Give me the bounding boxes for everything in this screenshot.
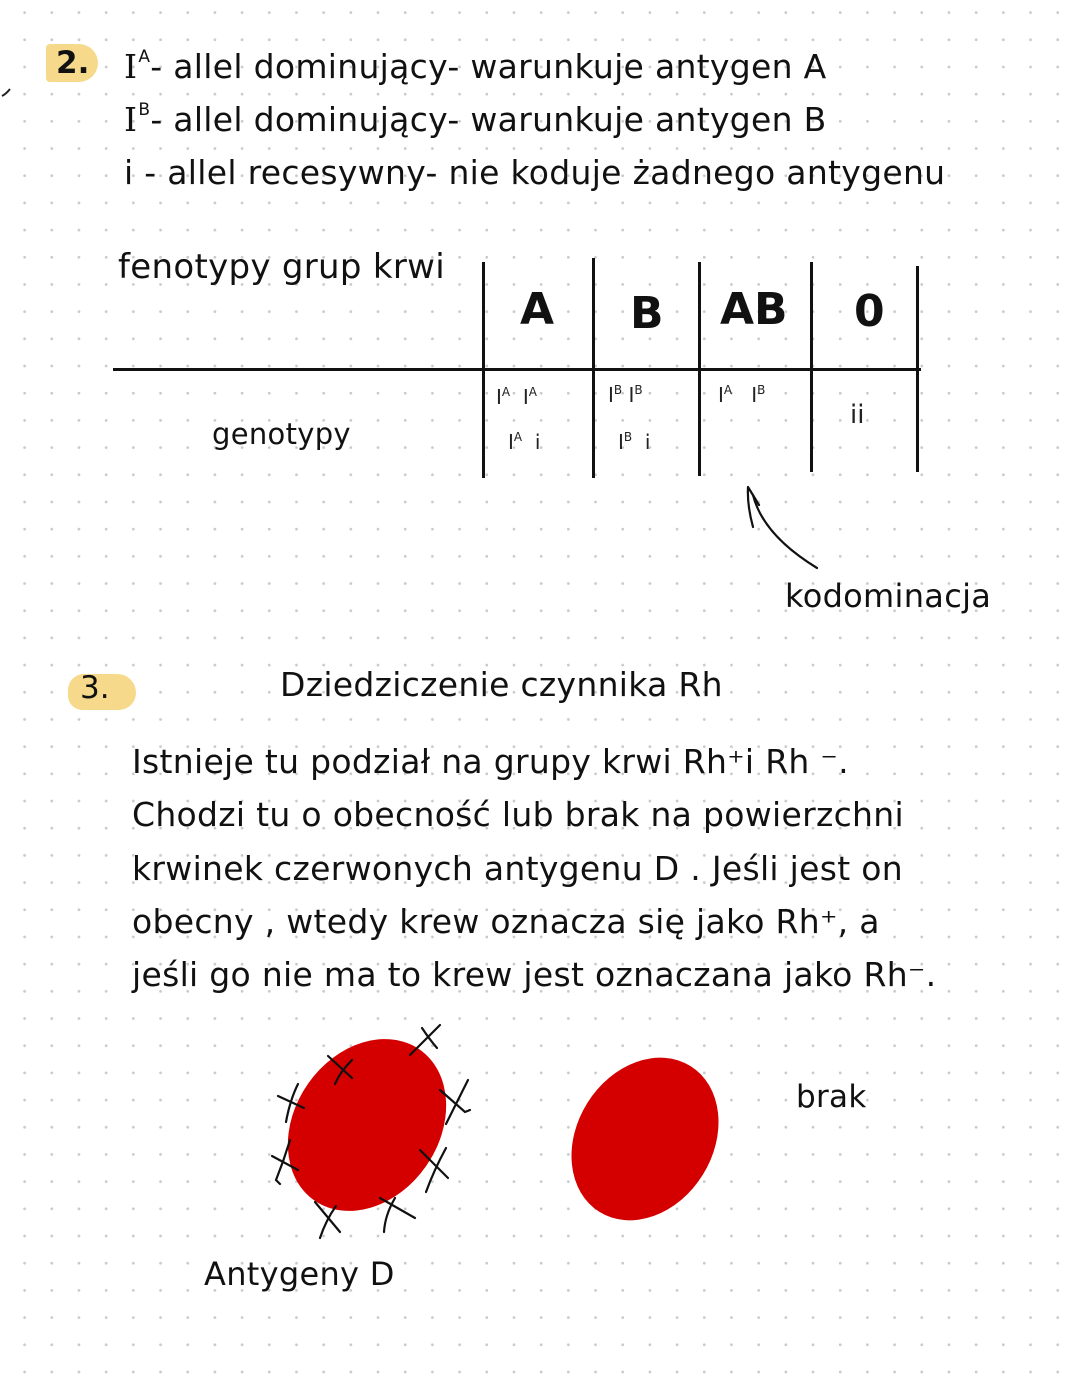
section-2-number: 2. bbox=[56, 45, 90, 81]
arrow-icon bbox=[735, 475, 835, 575]
allel-symbol: I bbox=[124, 47, 138, 86]
codominance-label: kodominacja bbox=[785, 577, 992, 615]
genotype-sup: A bbox=[528, 385, 537, 399]
genotype-sup: B bbox=[634, 383, 643, 397]
paragraph-line-2: Chodzi tu o obecność lub brak na powierzchni bbox=[132, 795, 904, 834]
phenotype-B: B bbox=[630, 288, 664, 339]
genotype-allele: I bbox=[751, 383, 758, 407]
no-antigen-label: brak bbox=[796, 1079, 867, 1115]
genotype-sup: A bbox=[723, 383, 733, 397]
genotype-allele: I bbox=[508, 430, 514, 454]
phenotype-row-header: fenotypy grup krwi bbox=[118, 247, 446, 287]
allel-symbol: I bbox=[124, 100, 138, 139]
red-blood-cell-with-antigens bbox=[260, 1020, 480, 1260]
allel-line-2 bbox=[124, 100, 827, 139]
phenotype-0: 0 bbox=[854, 286, 885, 337]
genotype-IBi bbox=[618, 430, 650, 454]
allel-description: - allel dominujący- warunkuje antygen B bbox=[150, 100, 827, 139]
genotype-allele: i bbox=[534, 430, 541, 454]
paragraph-line-1: Istnieje tu podział na grupy krwi Rh⁺i Rh ⁻. bbox=[132, 742, 849, 781]
genotype-sup: B bbox=[613, 383, 623, 397]
genotype-IAi bbox=[508, 430, 540, 454]
genotype-allele: I bbox=[496, 385, 502, 409]
genotype-IBIB bbox=[608, 383, 643, 407]
allel-symbol: i bbox=[124, 153, 134, 192]
allel-description: - allel dominujący- warunkuje antygen A bbox=[150, 47, 827, 86]
red-blood-cell-without-antigens bbox=[565, 1055, 735, 1235]
genotype-row-header: genotypy bbox=[212, 417, 351, 451]
table-divider-2 bbox=[592, 258, 595, 478]
table-divider-3 bbox=[698, 262, 701, 476]
genotype-IAIA bbox=[496, 385, 537, 409]
table-divider-4 bbox=[810, 262, 813, 472]
genotype-sup: A bbox=[513, 430, 523, 444]
allel-superscript: A bbox=[138, 47, 151, 67]
genotype-sup: B bbox=[623, 430, 633, 444]
genotype-allele: I bbox=[608, 383, 614, 407]
paragraph-line-5: jeśli go nie ma to krew jest oznaczana jako Rh⁻. bbox=[132, 955, 937, 994]
genotype-allele: i bbox=[850, 400, 858, 430]
table-divider-5 bbox=[916, 266, 919, 472]
genotype-allele: I bbox=[522, 385, 529, 409]
genotype-allele: I bbox=[718, 383, 724, 407]
paragraph-line-4: obecny , wtedy krew oznacza się jako Rh⁺, a bbox=[132, 902, 880, 941]
table-horizontal-rule bbox=[113, 368, 921, 371]
genotype-allele: I bbox=[628, 383, 635, 407]
antigen-d-label: Antygeny D bbox=[204, 1255, 395, 1293]
genotype-IAIB bbox=[718, 383, 765, 407]
genotype-sup: A bbox=[501, 385, 511, 399]
section-3-title: Dziedziczenie czynnika Rh bbox=[280, 665, 723, 704]
allel-line-1 bbox=[124, 47, 827, 86]
allel-superscript: B bbox=[138, 100, 151, 120]
genotype-allele: i bbox=[644, 430, 651, 454]
genotype-sup: B bbox=[757, 383, 766, 397]
genotype-allele: i bbox=[857, 400, 865, 430]
phenotype-A: A bbox=[520, 284, 555, 335]
table-divider-1 bbox=[482, 262, 485, 478]
section-3-number: 3. bbox=[80, 670, 110, 706]
stray-pen-mark bbox=[0, 84, 20, 104]
phenotype-AB: AB bbox=[720, 284, 788, 335]
paragraph-line-3: krwinek czerwonych antygenu D . Jeśli jest on bbox=[132, 849, 903, 888]
genotype-ii bbox=[850, 400, 864, 430]
allel-description: - allel recesywny- nie koduje żadnego antygenu bbox=[133, 153, 946, 192]
allel-line-3 bbox=[124, 153, 946, 192]
genotype-allele: I bbox=[618, 430, 624, 454]
